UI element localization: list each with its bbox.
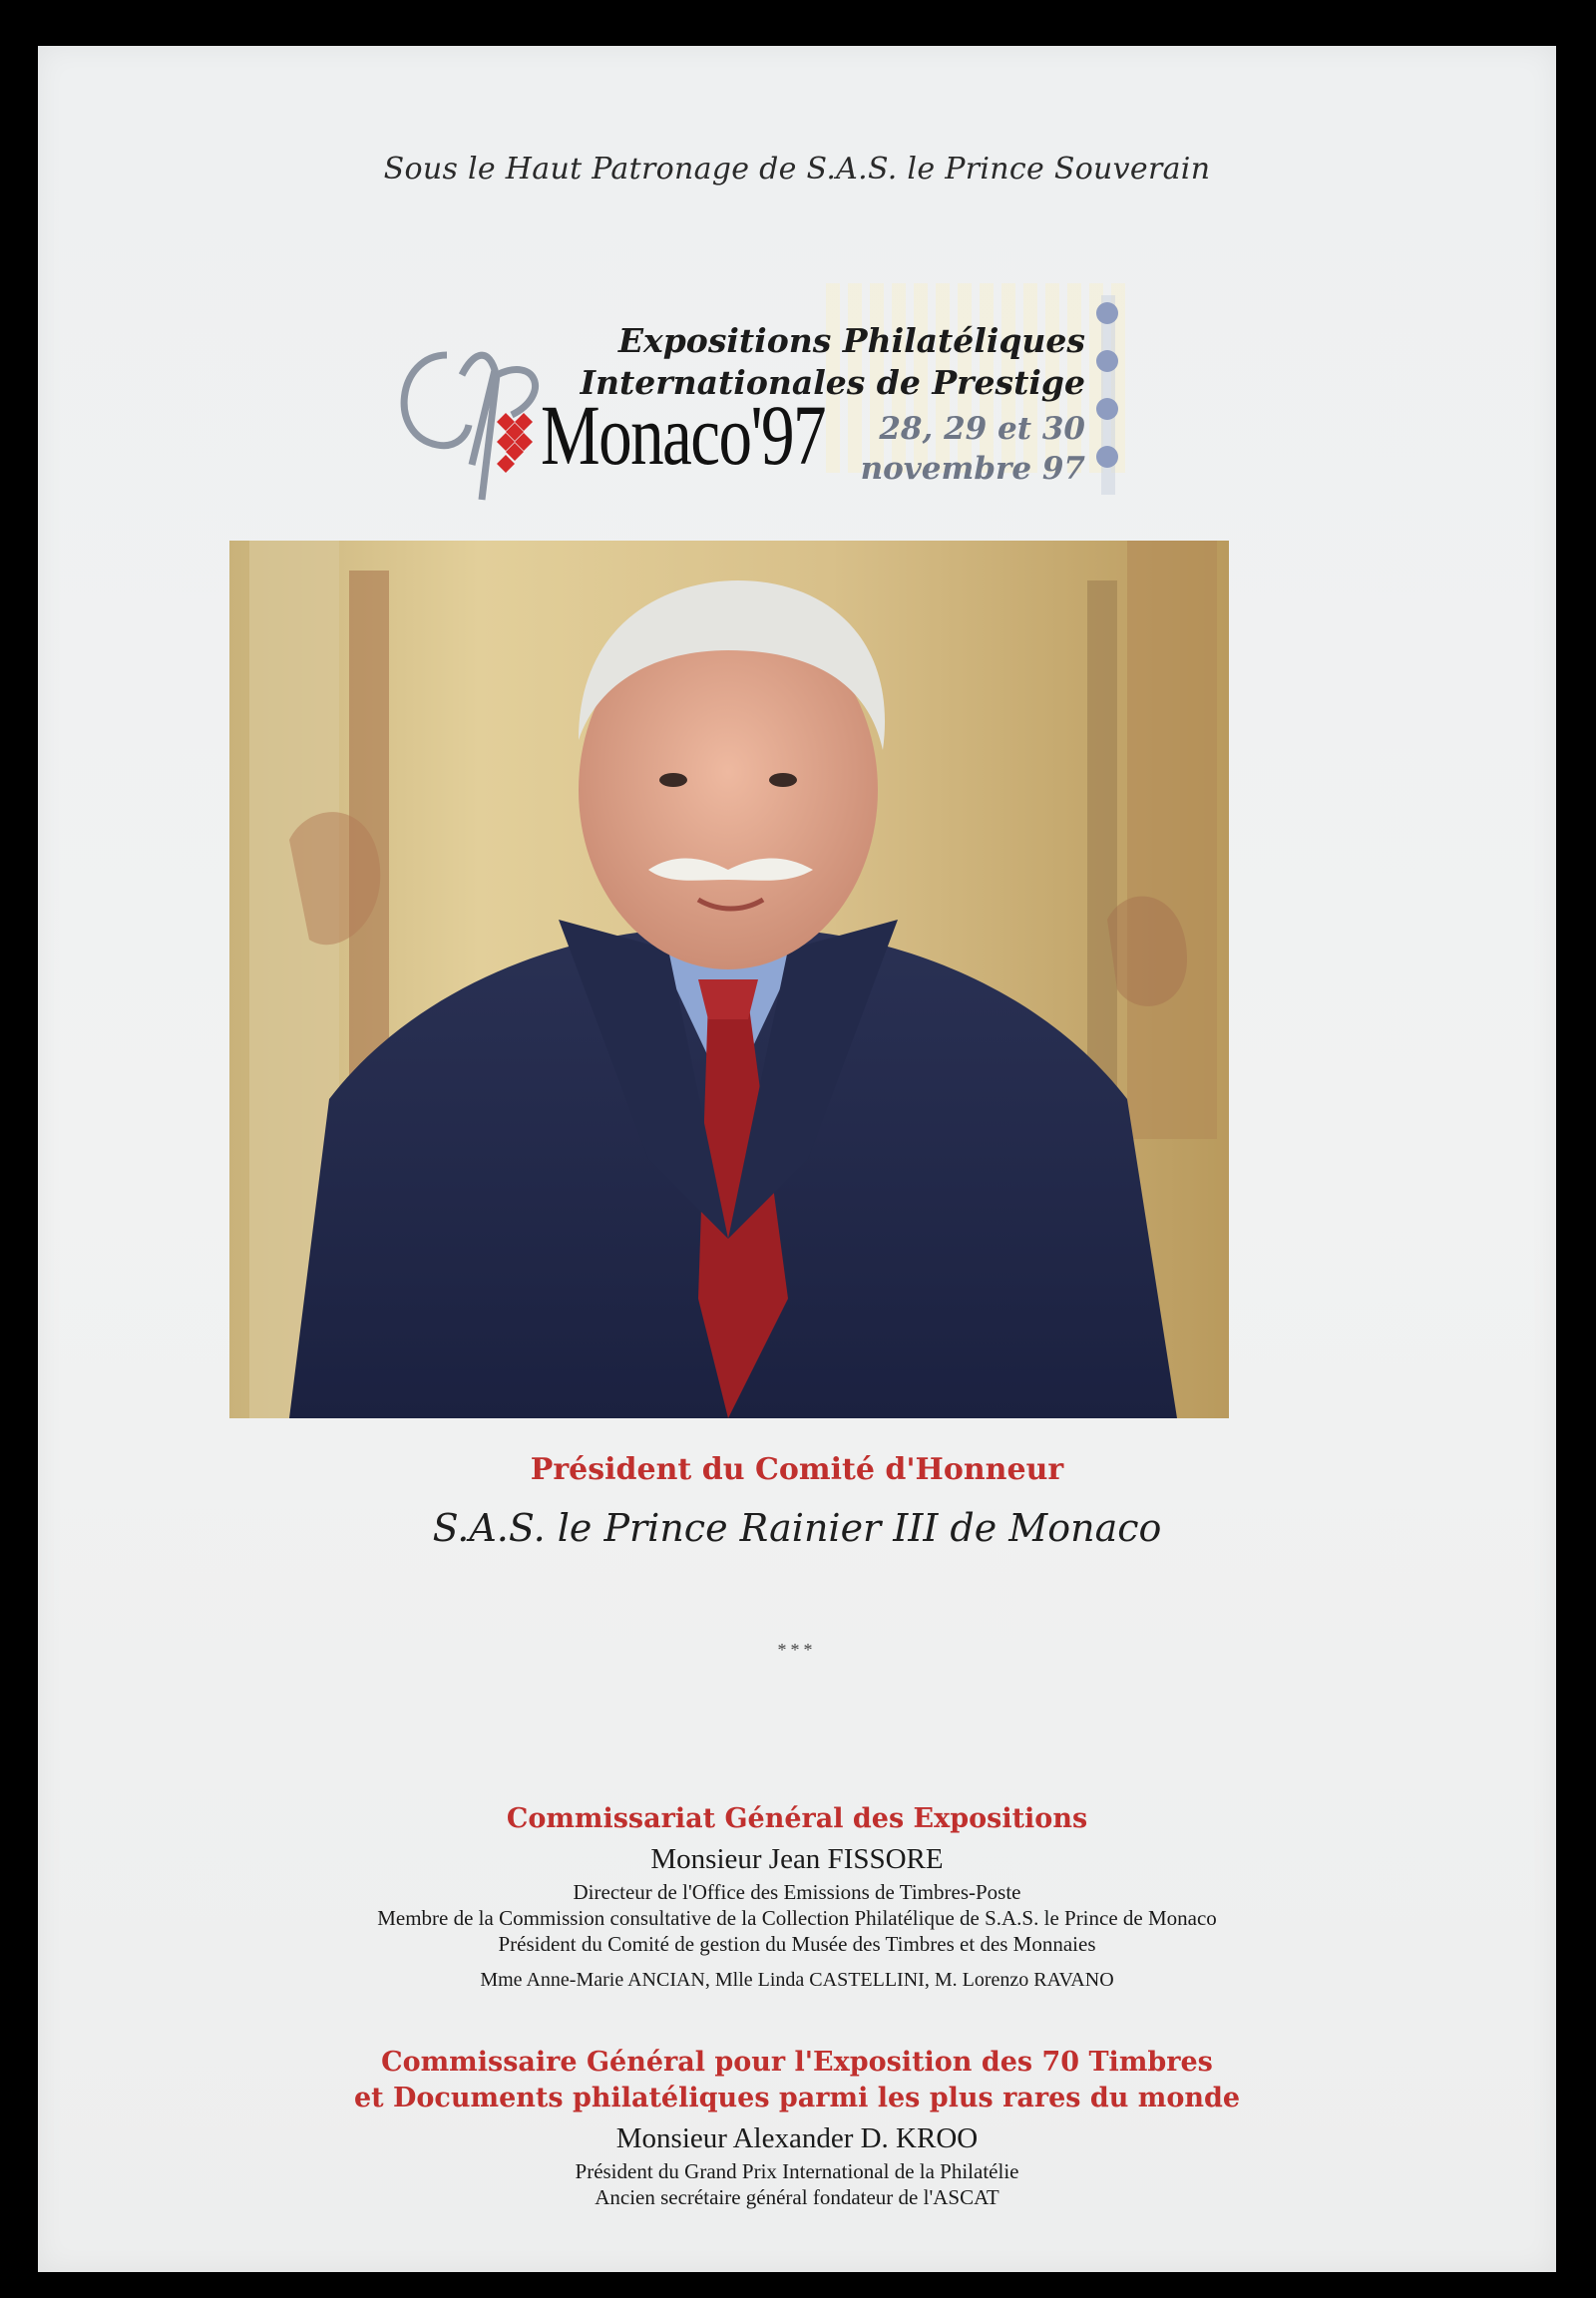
patronage-line: Sous le Haut Patronage de S.A.S. le Prince Souverain bbox=[383, 152, 1211, 187]
commissariat-person: Monsieur Jean FISSORE bbox=[650, 1843, 944, 1875]
perforation-dots-icon bbox=[1093, 295, 1121, 495]
commissaire-person: Monsieur Alexander D. KROO bbox=[615, 2122, 979, 2154]
event-date-days: 28, 29 et 30 bbox=[879, 411, 1085, 447]
portrait-photo bbox=[229, 541, 1229, 1418]
honour-committee-title: Président du Comité d'Honneur bbox=[530, 1452, 1064, 1487]
commissaire-detail: Président du Grand Prix International de la Philatélie bbox=[575, 2159, 1019, 2183]
logo-line-2: Internationales de Prestige bbox=[580, 363, 1085, 402]
eipp-monogram-icon bbox=[377, 315, 567, 534]
commissariat-detail: Directeur de l'Office des Emissions de Timbres-Poste bbox=[573, 1880, 1021, 1904]
commissariat-title: Commissariat Général des Expositions bbox=[506, 1803, 1088, 1834]
commissaire-detail: Ancien secrétaire général fondateur de l'ASCAT bbox=[595, 2185, 999, 2209]
document-page bbox=[38, 46, 1556, 2272]
event-logo bbox=[337, 265, 1195, 505]
logo-line-1: Expositions Philatéliques bbox=[617, 321, 1085, 360]
commissaire-title-line-1: Commissaire Général pour l'Exposition des 70 Timbres bbox=[381, 2047, 1213, 2078]
section-separator: *** bbox=[777, 1640, 817, 1660]
event-name: Monaco'97 bbox=[541, 387, 825, 483]
honour-committee-name: S.A.S. le Prince Rainier III de Monaco bbox=[432, 1506, 1162, 1550]
commissariat-team: Mme Anne-Marie ANCIAN, Mlle Linda CASTELLINI, M. Lorenzo RAVANO bbox=[480, 1969, 1114, 1991]
commissaire-title-line-2: et Documents philatéliques parmi les plus rares du monde bbox=[353, 2083, 1241, 2113]
event-date-month: novembre 97 bbox=[860, 451, 1085, 487]
commissariat-detail: Président du Comité de gestion du Musée des Timbres et des Monnaies bbox=[498, 1932, 1096, 1956]
monaco-diamond-emblem-icon bbox=[497, 413, 533, 473]
commissariat-detail: Membre de la Commission consultative de la Collection Philatélique de S.A.S. le Prince de Monaco bbox=[377, 1906, 1217, 1930]
